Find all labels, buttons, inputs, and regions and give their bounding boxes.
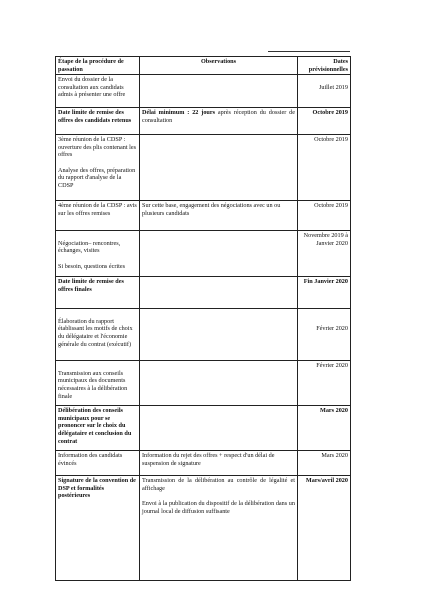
table-row	[56, 309, 351, 361]
date-cell: Novembre 2019 à Janvier 2020	[298, 231, 351, 277]
observation-cell	[140, 75, 298, 108]
observation-cell: Sur cette base, engagement des négociations avec un ou plusieurs candidats	[140, 201, 298, 231]
observation-cell	[140, 309, 298, 361]
date-cell: Février 2020	[298, 361, 351, 406]
date-cell: Mars 2020	[298, 451, 351, 476]
date-cell: Mars/avril 2020	[298, 476, 351, 581]
header-observations: Observations	[140, 57, 298, 75]
observation-cell: Transmission de la délibération au contrôle de légalité et affichage Envoi à la publication du dispositif de la délibération dans un journal local de diffusion suffisante	[140, 476, 298, 581]
observation-cell: Information du rejet des offres + respect d'un délai de suspension de signature	[140, 451, 298, 476]
table-row	[56, 361, 351, 406]
step-cell: 4ème réunion de la CDSP : avis sur les offres remises	[56, 201, 140, 231]
observation-cell	[140, 231, 298, 277]
step-cell: Date limite de remise des offres des candidats retenus	[56, 108, 140, 135]
date-cell: Octobre 2019	[298, 108, 351, 135]
header-step: Étape de la procédure de passation	[56, 57, 140, 75]
step-cell: Élaboration du rapport établissant les motifs de choix du délégataire et l'économie générale du contrat (exécutif)	[56, 309, 140, 361]
table-row	[56, 451, 351, 476]
table-row	[56, 231, 351, 277]
step-cell: Signature de la convention de DSP et formalités postérieures	[56, 476, 140, 581]
date-cell: Février 2020	[298, 309, 351, 361]
header-dates: Dates prévisionnelles	[298, 57, 351, 75]
table-row	[56, 75, 351, 108]
date-cell: Octobre 2019	[298, 135, 351, 201]
observation-cell: Délai minimum : 22 jours après réception du dossier de consultation	[140, 108, 298, 135]
table-row	[56, 201, 351, 231]
step-cell: Transmission aux conseils municipaux des documents nécessaires à la délibération finale	[56, 361, 140, 406]
observation-cell	[140, 361, 298, 406]
table-row	[56, 135, 351, 201]
date-cell: Mars 2020	[298, 406, 351, 451]
step-cell: Date limite de remise des offres finales	[56, 277, 140, 309]
step-cell: Délibération des conseils municipaux pour se prononcer sur le choix du délégataire et conclusion du contrat	[56, 406, 140, 451]
observation-cell	[140, 406, 298, 451]
procedure-schedule-table	[55, 56, 351, 581]
step-cell: Information des candidats évincés	[56, 451, 140, 476]
step-cell: 3ème réunion de la CDSP : ouverture des plis contenant les offres Analyse des offres, préparation du rapport d'analyse de la CDSP	[56, 135, 140, 201]
step-cell: Envoi du dossier de la consultation aux candidats admis à présenter une offre	[56, 75, 140, 108]
date-cell: Juillet 2019	[298, 75, 351, 108]
table-row	[56, 406, 351, 451]
observation-cell	[140, 277, 298, 309]
step-cell: Négociation– rencontres, échanges, visites Si besoin, questions écrites	[56, 231, 140, 277]
header-rule	[268, 51, 350, 52]
date-cell: Octobre 2019	[298, 201, 351, 231]
date-cell: Fin Janvier 2020	[298, 277, 351, 309]
table-row	[56, 277, 351, 309]
table-row	[56, 476, 351, 581]
table-header-row	[56, 57, 351, 75]
table-row	[56, 108, 351, 135]
observation-cell	[140, 135, 298, 201]
